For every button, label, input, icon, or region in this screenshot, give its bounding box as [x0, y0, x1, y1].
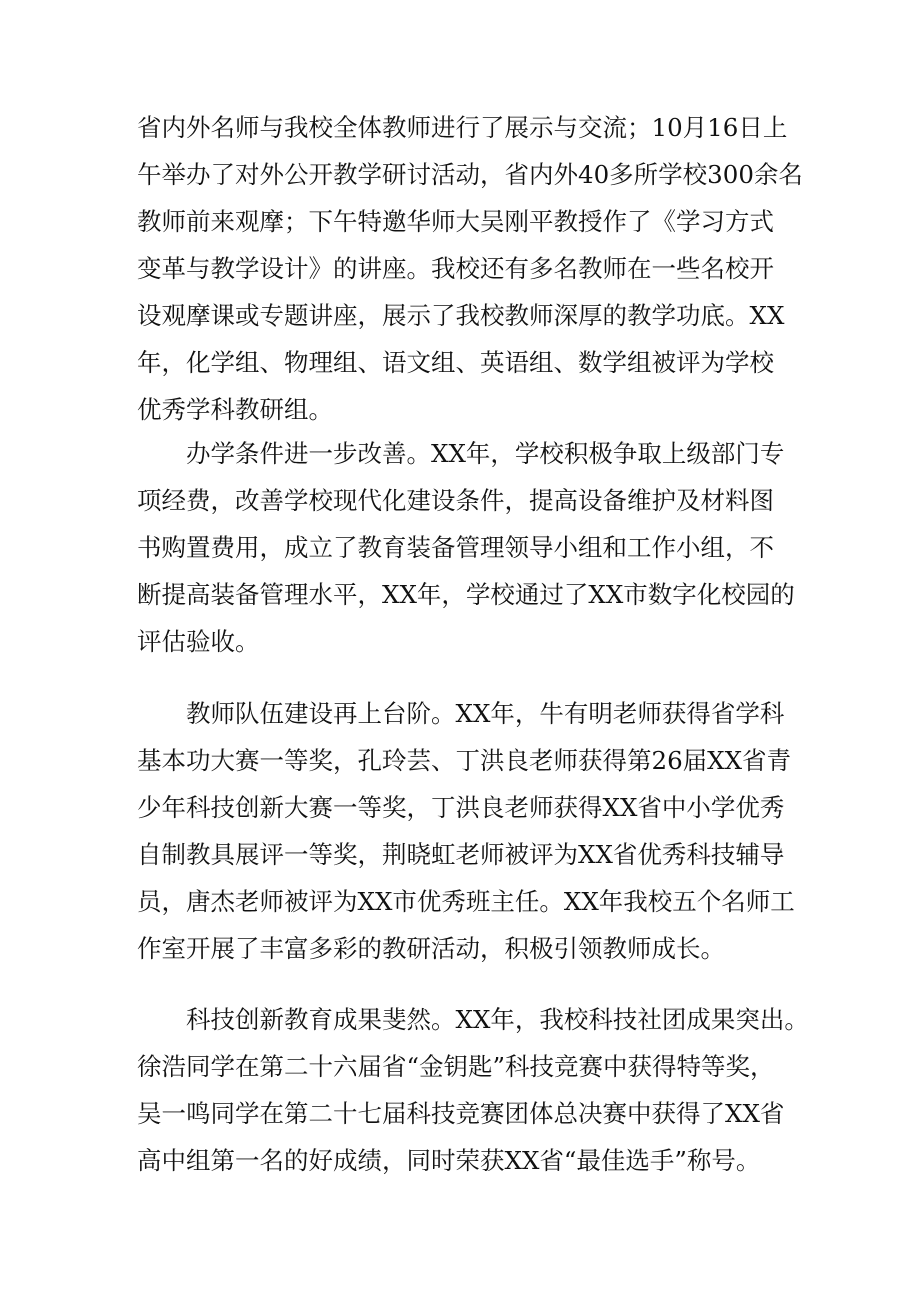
text-line: 项经费，改善学校现代化建设条件，提高设备维护及材料图	[137, 486, 774, 515]
text-line: 徐浩同学在第二十六届省“金钥匙”科技竞赛中获得特等奖，	[137, 1052, 775, 1081]
text-line: 自制教具展评一等奖，荆晓虹老师被评为XX省优秀科技辅导	[137, 840, 785, 869]
text-line: 评估验收。	[137, 627, 260, 656]
text-line: 教师前来观摩；下午特邀华师大吴刚平教授作了《学习方式	[137, 207, 774, 236]
text-line: 少年科技创新大赛一等奖，丁洪良老师获得XX省中小学优秀	[137, 793, 785, 822]
text-line: 科技创新教育成果斐然。XX年，我校科技社团成果突出。	[186, 1005, 809, 1034]
paragraph-3	[137, 690, 795, 972]
text-line: 午举办了对外公开教学研讨活动，省内外40多所学校300余名	[137, 160, 803, 189]
text-line: 高中组第一名的好成绩，同时荣获XX省“最佳选手”称号。	[137, 1146, 761, 1175]
paragraph-2	[137, 430, 795, 665]
text-line: 省内外名师与我校全体教师进行了展示与交流；10月16日上	[137, 113, 788, 142]
text-line: 年，化学组、物理组、语文组、英语组、数学组被评为学校	[137, 348, 774, 377]
text-line: 书购置费用，成立了教育装备管理领导小组和工作小组，不	[137, 533, 774, 562]
text-line: 办学条件进一步改善。XX年，学校积极争取上级部门专	[186, 439, 785, 468]
text-line: 吴一鸣同学在第二十七届科技竞赛团体总决赛中获得了XX省	[137, 1099, 785, 1128]
text-line: 设观摩课或专题讲座，展示了我校教师深厚的教学功底。XX	[137, 301, 785, 330]
paragraph-4	[137, 996, 809, 1184]
paragraph-1	[137, 104, 803, 433]
text-line: 员，唐杰老师被评为XX市优秀班主任。XX年我校五个名师工	[137, 887, 795, 916]
text-line: 优秀学科教研组。	[137, 395, 333, 424]
text-line: 断提高装备管理水平，XX年，学校通过了XX市数字化校园的	[137, 580, 795, 609]
text-line: 基本功大赛一等奖，孔玲芸、丁洪良老师获得第26届XX省青	[137, 746, 792, 775]
text-line: 教师队伍建设再上台阶。XX年，牛有明老师获得省学科	[186, 699, 785, 728]
text-line: 作室开展了丰富多彩的教研活动，积极引领教师成长。	[137, 934, 725, 963]
text-line: 变革与教学设计》的讲座。我校还有多名教师在一些名校开	[137, 254, 774, 283]
